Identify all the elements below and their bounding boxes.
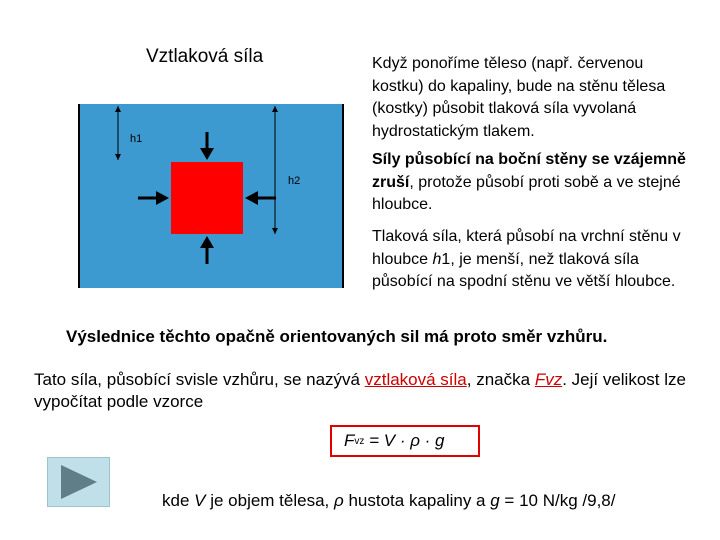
buoyancy-term: vztlaková síla	[364, 370, 467, 389]
h2-label: h2	[288, 175, 301, 187]
text-segment: . Její velikost lze vypočítat podle vzorce	[34, 370, 686, 411]
paragraph-top-bottom	[372, 226, 692, 294]
text-segment: hustota kapaliny a	[343, 491, 491, 510]
h-symbol: h	[432, 250, 442, 268]
text-segment: Tato síla, působící svisle vzhůru, se nazývá	[34, 370, 365, 389]
formula-rest: = V · ρ · g	[364, 431, 445, 450]
gravity-symbol: g	[490, 491, 500, 510]
density-symbol: ρ	[334, 491, 344, 510]
paragraph-buoyancy	[34, 369, 704, 413]
formula-explanation	[162, 491, 615, 511]
text-segment: je objem tělesa,	[205, 491, 334, 510]
text-segment: = 10 N/kg /9,8/	[499, 491, 616, 510]
text-segment: , značka	[466, 370, 535, 389]
slide-title: Vztlaková síla	[146, 46, 264, 67]
side-forces-rest: , protože působí proti sobě a ve stejné hloubce.	[372, 173, 681, 213]
conclusion-text: Výslednice těchto opačně orientovaných sil má proto směr vzhůru.	[66, 327, 608, 346]
h-index: 1	[441, 250, 451, 268]
paragraph-immersion: Když ponoříme těleso (např. červenou kostku) do kapaliny, bude na stěnu tělesa (kostky) působit tlaková síla vyvolaná hydrostatickým tlakem.	[372, 55, 666, 140]
formula-subscript: vz	[354, 435, 365, 447]
red-cube	[171, 162, 243, 234]
text-segment: Tlaková síla, která působí na vrchní stěnu v hloubce	[372, 228, 681, 268]
play-icon	[48, 458, 109, 506]
play-button[interactable]	[47, 457, 110, 507]
text-segment: , je menší, než tlaková síla působící na spodní stěnu ve větší hloubce.	[372, 250, 676, 290]
buoyancy-symbol: Fvz	[534, 370, 563, 389]
side-forces-bold: Síly působící na boční stěny se vzájemně zruší	[372, 151, 686, 191]
hydrostatic-diagram	[78, 104, 344, 288]
paragraph-side-forces	[372, 149, 692, 217]
formula-box	[330, 425, 480, 457]
h1-label: h1	[130, 133, 143, 145]
text-segment: kde	[162, 491, 195, 510]
volume-symbol: V	[194, 491, 206, 510]
formula-f: F	[344, 431, 355, 450]
